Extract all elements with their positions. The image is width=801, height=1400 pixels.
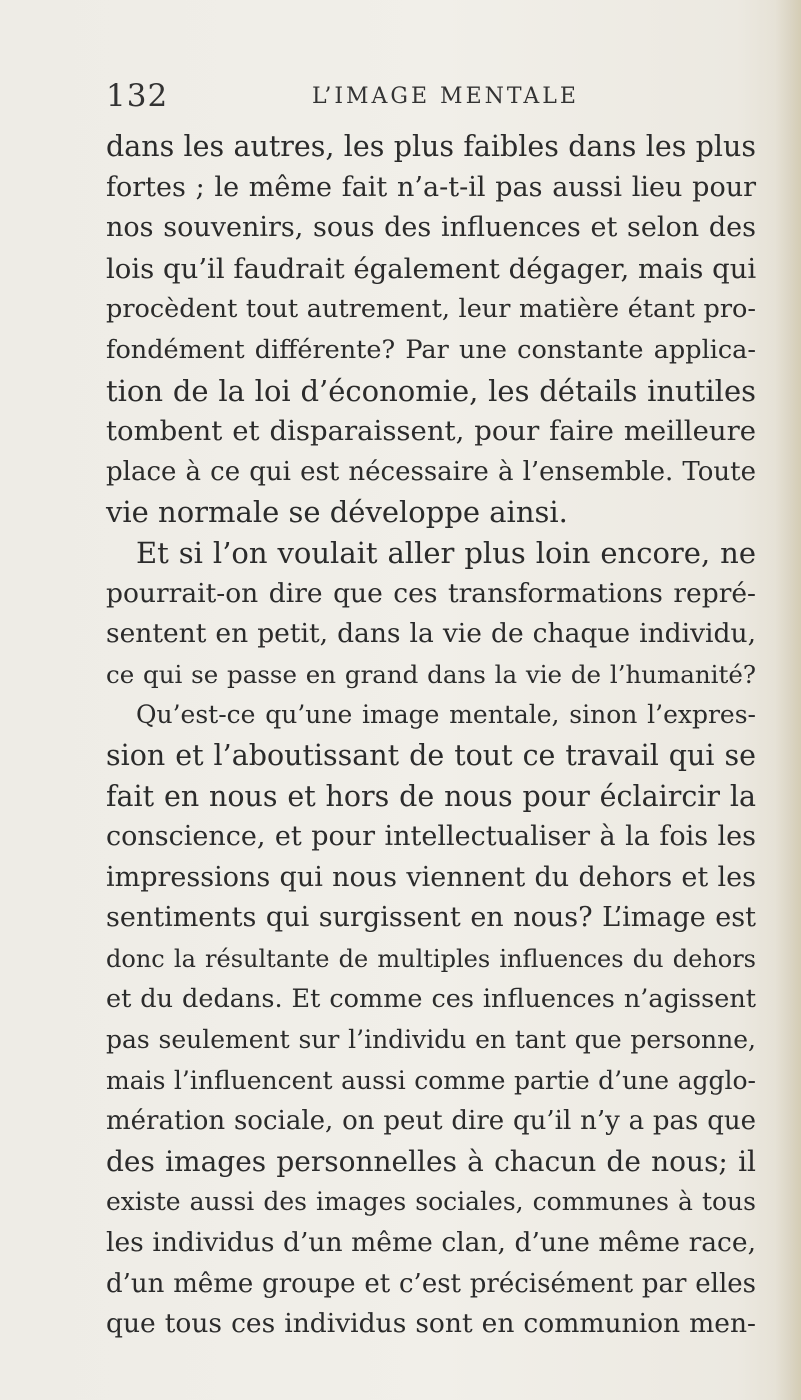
text-line: pas seulement sur l’individu en tant que personne, (106, 1025, 756, 1055)
page-header (106, 78, 756, 118)
text-line: donc la résultante de multiples influences du dehors (106, 944, 756, 973)
text-line: Et si l’on voulait aller plus loin encore, ne (136, 535, 756, 570)
text-line: place à ce qui est nécessaire à l’ensemble. Toute (106, 456, 756, 487)
text-line: fondément différente? Par une constante applica- (106, 334, 756, 365)
text-line: sion et l’aboutissant de tout ce travail qui se (106, 738, 756, 772)
text-line: mais l’influencent aussi comme partie d’une agglo- (106, 1065, 756, 1095)
text-line: les individus d’un même clan, d’une même race, (106, 1227, 756, 1259)
text-line: des images personnelles à chacun de nous; il (106, 1144, 756, 1178)
text-line: tion de la loi d’économie, les détails inutiles (106, 373, 756, 408)
text-line: conscience, et pour intellectualiser à la fois les (106, 821, 756, 853)
text-line: tombent et disparaissent, pour faire meilleure (106, 415, 756, 448)
text-line: nos souvenirs, sous des influences et selon des (106, 212, 756, 244)
text-line: ce qui se passe en grand dans la vie de l’humanité? (106, 659, 756, 689)
text-line: impressions qui nous viennent du dehors et les (106, 861, 756, 893)
text-line: lois qu’il faudrait également dégager, mais qui (106, 252, 757, 285)
text-line: procèdent tout autrement, leur matière étant pro- (106, 294, 756, 325)
text-line: sentiments qui surgissent en nous? L’image est (106, 902, 756, 934)
page-number: 132 (106, 78, 169, 114)
text-line: Qu’est-ce qu’une image mentale, sinon l’expres- (136, 700, 756, 730)
text-line: dans les autres, les plus faibles dans les plus (106, 130, 756, 163)
text-line: fortes ; le même fait n’a-t-il pas aussi lieu pour (106, 171, 756, 203)
text-line: fait en nous et hors de nous pour éclaircir la (106, 779, 756, 813)
text-line: mération sociale, on peut dire qu’il n’y a pas que (106, 1106, 756, 1137)
text-line: que tous ces individus sont en communion men- (106, 1308, 756, 1340)
text-line: d’un même groupe et c’est précisément par elles (106, 1268, 756, 1299)
running-title: L’IMAGE MENTALE (312, 84, 579, 109)
text-line: et du dedans. Et comme ces influences n’agissent (106, 984, 756, 1015)
text-line: pourrait-on dire que ces transformations repré- (106, 577, 756, 609)
page-edge-shadow (775, 0, 801, 1400)
text-line: vie normale se développe ainsi. (106, 495, 568, 530)
text-line: existe aussi des images sociales, communes à tous (106, 1187, 756, 1217)
body-text (106, 127, 756, 1345)
text-line: sentent en petit, dans la vie de chaque individu, (106, 618, 756, 650)
